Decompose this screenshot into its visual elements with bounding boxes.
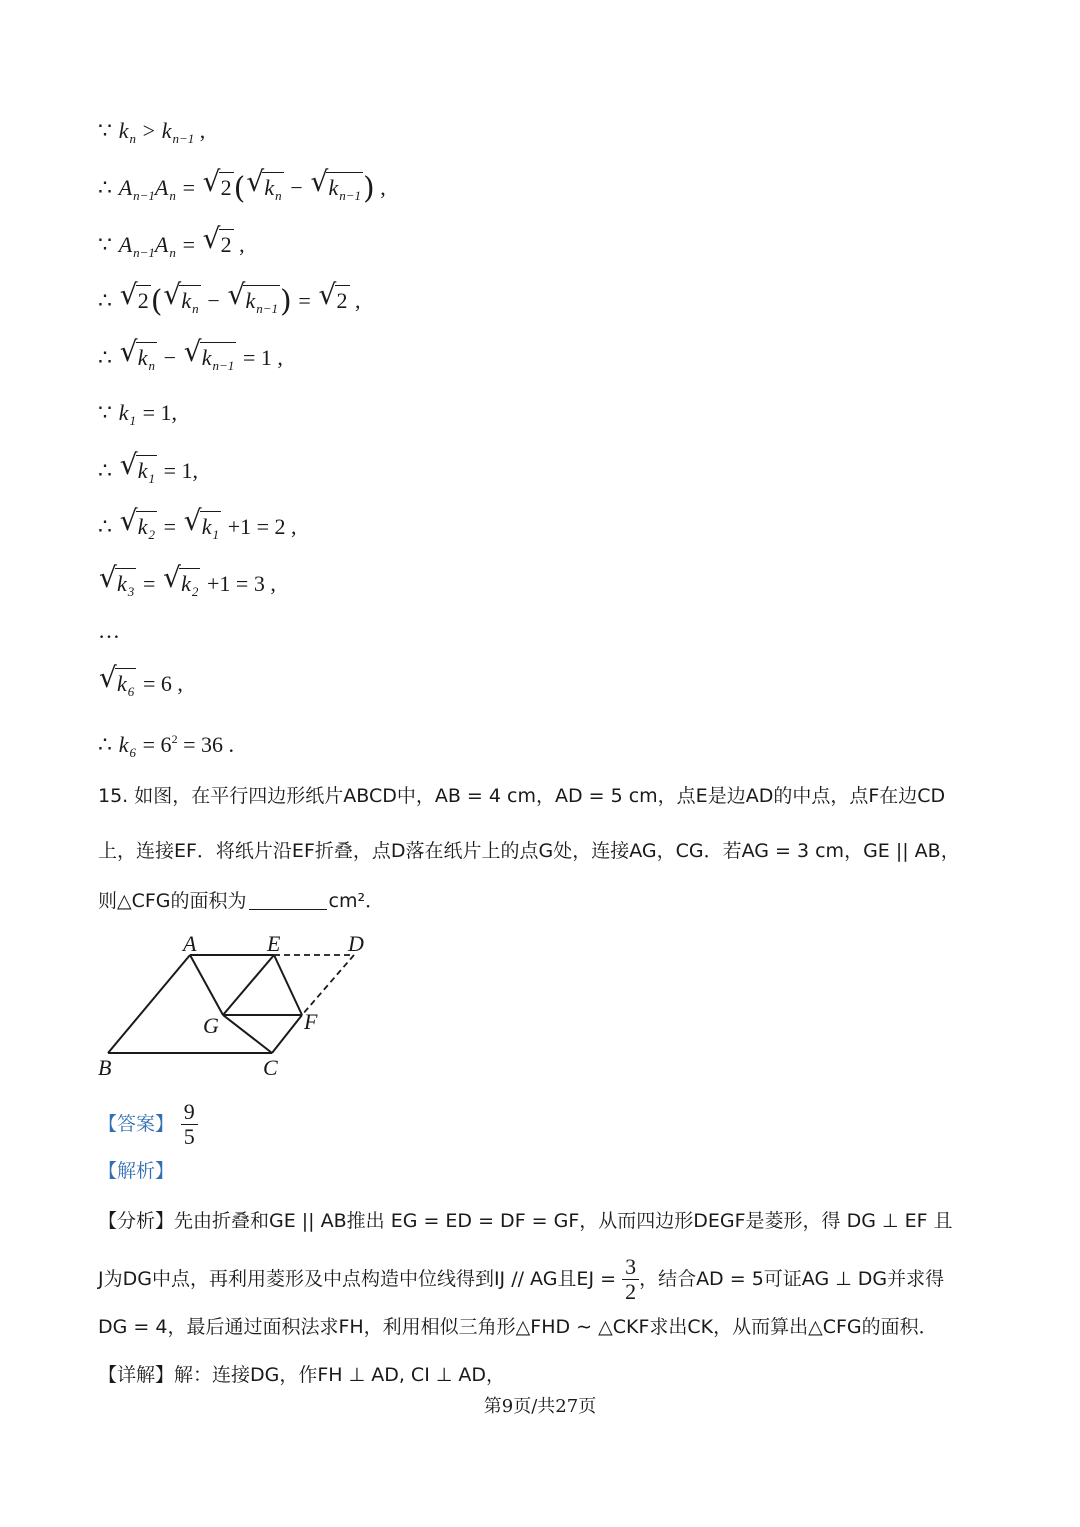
segment-CF (272, 1015, 302, 1053)
fenxi-line-2 (98, 1255, 944, 1304)
problem-line-3-b: cm²． (328, 890, 385, 912)
parallelogram-figure (90, 925, 390, 1085)
solution-line-1: ∵ $k_n > k_{n-1}$ , (98, 118, 206, 146)
fenxi-denominator: 2 (625, 1279, 637, 1304)
fenxi-text-2b: ，结合AD = 5可证AG ⊥ DG并求得 (639, 1268, 945, 1290)
solution-line-6: ∵ $k_1 = 1$, (98, 400, 178, 428)
analysis-line (98, 1155, 174, 1186)
label-C: C (263, 1055, 278, 1080)
segment-GC (223, 1015, 272, 1053)
solution-line-8: ∴ √ $k_2$ = √ $k_1 +1 = 2$ , (98, 511, 297, 550)
fenxi-tag: 【分析】 (98, 1210, 175, 1232)
label-D: D (348, 931, 364, 956)
solution-line-2: ∴ $A_{n-1}A_n$ = √ 2(√ $k_n$ − √ $k_{n-1}$) , (98, 172, 386, 211)
analysis-tag: 【解析】 (98, 1160, 175, 1182)
solution-line-9: √ $k_3$ = √ $k_2 +1 = 3$ , (98, 568, 276, 607)
solution-line-7: ∴ √ $k_1 = 1$, (98, 455, 198, 494)
segment-AB (108, 955, 190, 1053)
segment-EF (274, 955, 302, 1015)
fenxi-line-1 (98, 1206, 953, 1236)
solution-line-4: ∴ √ 2(√ $k_n$ − √ $k_{n-1}$) = √ 2 , (98, 285, 361, 324)
solution-line-3: ∵ $A_{n-1}A_n$ = √ 2 , (98, 229, 245, 268)
problem-line-3-a: 则△CFG的面积为 (98, 890, 247, 912)
fenxi-line-3 (98, 1312, 938, 1342)
problem-text-line-3 (98, 886, 384, 916)
label-A: A (183, 931, 197, 956)
solution-line-ellipsis: … (98, 618, 120, 643)
answer-numerator: 9 (181, 1100, 198, 1125)
segment-AG (190, 955, 223, 1015)
solution-line-12: ∴ $k_6 = 6^2 = 36$ . (98, 732, 234, 760)
detail-text: 解：连接DG，作FH ⊥ AD, CI ⊥ AD， (174, 1364, 506, 1386)
answer-denominator: 5 (183, 1124, 195, 1149)
page-footer: 第9页/共27页 (483, 1396, 597, 1417)
detail-tag: 【详解】 (98, 1364, 175, 1386)
answer-fraction (181, 1100, 198, 1149)
label-B: B (98, 1055, 112, 1080)
fenxi-fraction (622, 1255, 639, 1304)
answer-tag: 【答案】 (98, 1113, 175, 1135)
fenxi-text-3: DG = 4，最后通过面积法求FH，利用相似三角形△FHD ∼ △CKF求出CK，从而算出△CFG的面积． (98, 1316, 938, 1338)
segment-DF-dashed (302, 955, 354, 1015)
problem-text-line-2 (98, 836, 960, 866)
answer-line (98, 1100, 198, 1149)
detail-line (98, 1360, 505, 1390)
fenxi-numerator: 3 (622, 1255, 639, 1280)
fenxi-text-2a: J为DG中点，再利用菱形及中点构造中位线得到IJ // AG且EJ = (98, 1268, 617, 1290)
label-E: E (267, 931, 281, 956)
label-G: G (203, 1013, 219, 1038)
solution-line-11: √ $k_6 = 6$ , (98, 668, 183, 707)
problem-number: 15. (98, 785, 129, 807)
fenxi-text-1: 先由折叠和GE || AB推出 EG = ED = DF = GF，从而四边形DEGF是菱形，得 DG ⊥ EF 且 (174, 1210, 953, 1232)
problem-line-2: 上，连接EF．将纸片沿EF折叠，点D落在纸片上的点G处，连接AG，CG．若AG = 3 cm，GE || AB， (98, 840, 960, 862)
label-F: F (304, 1009, 318, 1034)
segment-GE (223, 955, 274, 1015)
problem-line-1: 如图，在平行四边形纸片ABCD中，AB = 4 cm，AD = 5 cm，点E是边AD的中点，点F在边CD (134, 785, 946, 807)
problem-text-line-1 (98, 781, 945, 811)
answer-blank (249, 909, 327, 910)
solution-line-5: ∴ √ $k_n$ − √ $k_{n-1} = 1$ , (98, 342, 283, 381)
